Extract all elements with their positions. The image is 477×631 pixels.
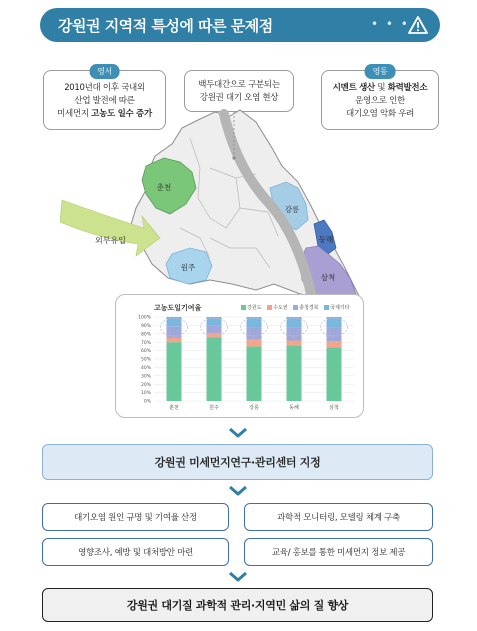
header-banner: [40, 8, 440, 42]
bar-segment: [287, 328, 302, 341]
chart-title: 고농도일기여율: [154, 304, 202, 312]
note-yeongdong-line2: 운영으로 인한: [355, 96, 405, 106]
bar-segment: [247, 346, 262, 401]
task-box: 과학적 모니터링, 모델링 체계 구축: [244, 503, 433, 531]
map-label-samcheok: 삼척: [320, 273, 336, 282]
legend-item: 강원도: [241, 304, 262, 311]
bar-segment: [247, 328, 262, 340]
bar-segment: [287, 317, 302, 328]
note-baekdu: [184, 70, 294, 112]
y-tick-label: 0%: [143, 399, 151, 405]
task-box: 영향조사, 예방 및 대처방안 마련: [42, 538, 229, 566]
bar-segment: [247, 317, 262, 328]
legend-item: 국제기타: [324, 304, 349, 311]
x-tick-label: 춘천: [169, 405, 179, 411]
y-tick-label: 10%: [140, 391, 151, 397]
y-tick-label: 50%: [140, 357, 151, 363]
note-yeongdong-line3: 대기오염 악화 우려: [345, 109, 415, 119]
x-tick-label: 동해: [289, 405, 299, 411]
y-tick-label: 40%: [140, 366, 151, 371]
note-baekdu-line1: 백두대간으로 구분되는: [198, 80, 280, 90]
x-tick-label: 강릉: [249, 405, 259, 411]
final-goal-box: 강원권 대기질 과학적 관리·지역민 삶의 질 향상: [42, 588, 433, 622]
bar-segment: [327, 341, 342, 347]
bar-segment: [167, 342, 182, 401]
gangwon-map: [60, 108, 420, 303]
note-yeongseo-line2: 산업 발전에 따른: [74, 96, 135, 106]
chart-box: [115, 294, 364, 418]
bar-segment: [287, 341, 302, 346]
stacked-bar-chart: [116, 295, 365, 419]
bar-segment: [327, 317, 342, 328]
research-center-box: 강원권 미세먼지연구·관리센터 지정: [42, 444, 433, 480]
bar-segment: [327, 328, 342, 341]
map-label-donghae: 동해: [318, 235, 334, 244]
inflow-label: 외부유입: [95, 236, 126, 245]
x-tick-label: 원주: [209, 405, 219, 411]
y-tick-label: 20%: [140, 382, 151, 388]
bar-segment: [207, 325, 222, 333]
map-label-wonju: 원주: [180, 263, 196, 272]
y-tick-label: 70%: [140, 340, 151, 346]
legend-item: 수도권: [267, 304, 288, 311]
task-box: 대기오염 원인 규명 및 기여율 산정: [42, 503, 229, 531]
bar-segment: [287, 346, 302, 401]
x-tick-label: 삼척: [329, 405, 339, 411]
task-box: 교육/ 홍보를 통한 미세먼지 정보 제공: [244, 538, 433, 566]
bar-segment: [247, 340, 262, 347]
y-tick-label: 90%: [140, 324, 151, 329]
chevron-down-icon: [228, 572, 248, 582]
note-yeongdong-line1: 시멘트 생산 및 화력발전소: [332, 83, 428, 93]
legend-item: 충청경북: [293, 304, 318, 311]
note-yeongdong-tag: 영동: [365, 64, 396, 79]
chevron-down-icon: [228, 486, 248, 496]
note-yeongseo-line3: 미세먼지 고농도 일수 증가: [57, 109, 152, 119]
bar-segment: [207, 337, 222, 401]
y-tick-label: 60%: [140, 349, 151, 355]
bar-segment: [327, 347, 342, 401]
bar-segment: [167, 338, 182, 342]
note-baekdu-line2: 강원권 대기 오염 현상: [199, 93, 279, 103]
header-dots: • • •: [371, 17, 410, 31]
map-label-chuncheon: 춘천: [156, 183, 172, 192]
y-tick-label: 100%: [138, 315, 151, 321]
note-yeongseo-tag: 영서: [89, 64, 120, 79]
y-tick-label: 30%: [140, 374, 151, 380]
map-label-gangneung: 강릉: [284, 205, 300, 214]
note-yeongseo-line1: 2010년대 이후 국내외: [64, 83, 145, 93]
y-tick-label: 80%: [140, 332, 151, 338]
warning-triangle-icon: [408, 15, 428, 35]
page-title: 강원권 지역적 특성에 따른 문제점: [58, 17, 273, 35]
chevron-down-icon: [228, 428, 248, 438]
